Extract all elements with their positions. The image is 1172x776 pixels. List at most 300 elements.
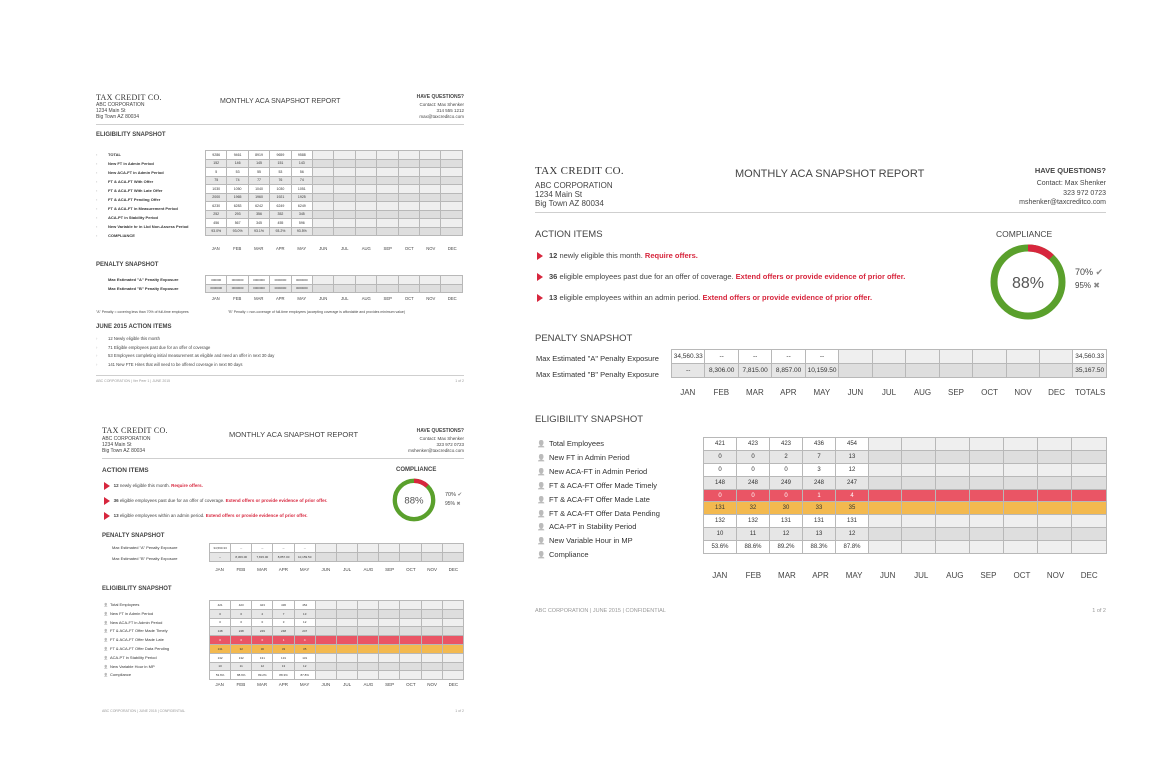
table-cell (973, 350, 1006, 364)
table-cell: 74 (227, 176, 248, 185)
table-cell (398, 168, 419, 177)
company-name: ABC CORPORATION (102, 436, 151, 442)
row-label-text: FT & ACA-FT Offer Made Timely (110, 628, 168, 634)
table-cell: 33 (803, 502, 836, 515)
row-number (96, 197, 108, 202)
action-item (537, 293, 872, 302)
table-row (210, 553, 464, 562)
row-label-text: Total Employees (549, 439, 605, 448)
action-item (96, 353, 274, 358)
table-cell: 89.2% (770, 541, 803, 554)
company-logo: TAX CREDIT CO. (96, 93, 162, 102)
table-cell (336, 618, 357, 627)
month-label: AUG (363, 567, 374, 572)
table-cell: 0 (252, 618, 273, 627)
person-icon: 👤 (103, 629, 109, 634)
row-label (96, 161, 154, 166)
person-icon: 👤 (103, 620, 109, 625)
row-label (96, 224, 188, 229)
month-label: MAR (254, 246, 264, 251)
table-cell: 1 (803, 489, 836, 502)
table-cell: 7,815.00 (738, 364, 771, 378)
table-cell (420, 210, 441, 219)
table-cell: 248 (737, 476, 770, 489)
table-cell (1072, 528, 1107, 541)
action-text: 12 Newly eligible this month (108, 336, 160, 341)
table-cell: 0000000 (270, 284, 291, 293)
table-cell (1038, 502, 1072, 515)
table-row (206, 185, 463, 194)
month-label: MAR (745, 388, 764, 397)
penalty-table (671, 349, 1107, 378)
month-label: DEC (447, 246, 457, 251)
month-label: AUG (363, 682, 374, 687)
company-logo: TAX CREDIT CO. (102, 426, 168, 435)
table-cell (421, 653, 442, 662)
table-cell: -- (252, 544, 273, 553)
table-cell: 77 (248, 176, 269, 185)
table-row (704, 438, 1107, 451)
person-icon: 👤 (537, 552, 546, 560)
table-cell (442, 644, 463, 653)
row-label-text: New ACA-FT in Admin Period (110, 619, 163, 625)
table-cell: 4 (294, 636, 315, 645)
row-label (112, 556, 178, 561)
table-row (210, 671, 464, 680)
table-cell (336, 627, 357, 636)
row-label-text: Compliance (110, 672, 132, 678)
table-cell: 1925 (291, 193, 312, 202)
table-cell (336, 671, 357, 680)
table-cell: 131 (273, 653, 294, 662)
row-label (534, 467, 647, 476)
contact-phone: 323 972 0723 (1063, 190, 1106, 197)
table-cell: 9286 (206, 151, 227, 160)
row-label-text: FT & ACA-FT Offer Made Late (110, 637, 164, 643)
table-cell (421, 544, 442, 553)
row-number (96, 215, 108, 220)
month-label: NOV (1046, 571, 1065, 580)
action-count: 13 (549, 293, 558, 302)
month-label: MAY (299, 567, 310, 572)
table-cell: 13 (273, 662, 294, 671)
table-cell: 75 (206, 176, 227, 185)
questions-heading: HAVE QUESTIONS? (416, 428, 464, 434)
table-cell (400, 644, 421, 653)
table-cell (379, 609, 400, 618)
table-cell (334, 276, 355, 285)
compliance-heading: COMPLIANCE (396, 467, 437, 473)
arrow-icon (104, 497, 110, 505)
table-cell: 53.6% (210, 671, 231, 680)
table-cell: 0 (737, 463, 770, 476)
table-cell (936, 438, 970, 451)
table-cell (970, 489, 1004, 502)
contact-name: Contact: Max Shenker (419, 102, 464, 107)
month-label: JUN (321, 567, 331, 572)
table-cell (334, 193, 355, 202)
table-cell (336, 644, 357, 653)
company-name: ABC CORPORATION (535, 181, 613, 190)
table-row (210, 627, 464, 636)
table-cell (398, 227, 419, 236)
table-cell: 000000 (206, 276, 227, 285)
month-label: FEB (233, 246, 242, 251)
table-cell: 1030 (270, 185, 291, 194)
table-row (704, 502, 1107, 515)
table-cell (936, 502, 970, 515)
table-cell (355, 284, 376, 293)
row-label-text: FT & ACA-FT Offer Data Pending (110, 646, 170, 651)
action-count: 12 (113, 483, 119, 489)
table-cell (936, 476, 970, 489)
month-label: SEP (385, 567, 395, 572)
row-number (96, 161, 108, 166)
table-cell: 454 (294, 601, 315, 610)
month-label: NOV (426, 296, 436, 301)
table-cell: 8,306.00 (705, 364, 738, 378)
month-label: JUN (847, 388, 864, 397)
table-cell: 9461 (227, 151, 248, 160)
action-required: Extend offers or provide evidence of prior offer. (225, 498, 328, 504)
table-cell: 3 (273, 618, 294, 627)
table-row (206, 210, 463, 219)
table-cell (398, 284, 419, 293)
month-label: JUL (341, 296, 349, 301)
table-cell (906, 364, 939, 378)
table-cell (400, 601, 421, 610)
month-axis (209, 567, 464, 572)
table-cell: 148 (210, 627, 231, 636)
action-item (96, 362, 242, 367)
table-cell (421, 636, 442, 645)
table-cell: -- (231, 544, 252, 553)
table-cell (970, 463, 1004, 476)
table-cell (355, 227, 376, 236)
month-label: JUL (881, 388, 897, 397)
contact-email: mshenker@taxcreditco.com (408, 448, 464, 453)
row-label (102, 664, 155, 669)
table-cell (420, 168, 441, 177)
table-cell: 421 (210, 601, 231, 610)
table-cell: 76 (270, 176, 291, 185)
table-cell (400, 627, 421, 636)
table-row (210, 644, 464, 653)
person-icon: 👤 (103, 638, 109, 643)
month-label: NOV (1014, 388, 1032, 397)
row-label (102, 628, 168, 633)
table-cell: 249 (770, 476, 803, 489)
table-cell (442, 618, 463, 627)
action-text: newly eligible this month. (559, 251, 643, 260)
table-cell (313, 210, 334, 219)
table-cell: 9588 (291, 151, 312, 160)
table-cell: 88.6% (737, 541, 770, 554)
table-cell (1038, 450, 1072, 463)
month-label: FEB (713, 388, 730, 397)
row-label (102, 646, 169, 651)
table-cell (313, 176, 334, 185)
row-label (96, 170, 164, 175)
table-cell: 12 (294, 618, 315, 627)
table-cell (936, 463, 970, 476)
month-label: JUL (343, 682, 352, 687)
row-number (96, 224, 108, 229)
table-cell: 93.0% (227, 227, 248, 236)
footer-page: 1 of 2 (455, 379, 464, 383)
month-axis (703, 571, 1106, 580)
month-label: JUL (343, 567, 352, 572)
table-cell: 9659 (270, 151, 291, 160)
table-cell: 55 (248, 168, 269, 177)
row-label (102, 637, 164, 642)
table-cell: 436 (273, 601, 294, 610)
table-cell: 423 (737, 438, 770, 451)
table-cell (441, 202, 463, 211)
table-cell (398, 202, 419, 211)
table-cell (1072, 463, 1107, 476)
table-cell (315, 636, 336, 645)
table-cell (869, 541, 902, 554)
table-cell (420, 151, 441, 160)
row-label-text: New Variable hr in Lkd Non-Assess Period (108, 224, 189, 229)
arrow-icon (537, 273, 543, 281)
action-items-heading: JUNE 2015 ACTION ITEMS (96, 324, 172, 330)
table-cell: 35 (836, 502, 869, 515)
table-cell: 10 (704, 528, 737, 541)
table-cell (936, 450, 970, 463)
table-cell (902, 515, 936, 528)
table-cell: 10,159.50 (805, 364, 838, 378)
table-cell (398, 185, 419, 194)
month-label: OCT (404, 296, 414, 301)
table-cell (358, 653, 379, 662)
table-cell (358, 618, 379, 627)
table-cell (970, 438, 1004, 451)
compliance-target-2: 95% ✖ (445, 501, 461, 507)
person-icon: 👤 (103, 655, 109, 660)
table-cell (377, 276, 398, 285)
table-cell (315, 653, 336, 662)
table-cell: 0 (210, 618, 231, 627)
contact-email: mshenker@taxcreditco.com (1019, 199, 1106, 206)
table-cell: 249 (252, 627, 273, 636)
table-cell (902, 489, 936, 502)
table-cell (336, 636, 357, 645)
table-cell (400, 553, 421, 562)
row-label-text: Max Estimated "B" Penalty Exposure (112, 556, 178, 561)
table-cell: 132 (210, 653, 231, 662)
table-cell (973, 364, 1006, 378)
table-cell (358, 671, 379, 680)
table-cell (970, 541, 1004, 554)
table-cell: 252 (206, 210, 227, 219)
table-cell (336, 609, 357, 618)
table-cell: 34,560.33 (672, 350, 705, 364)
month-label: DEC (448, 567, 459, 572)
row-label (102, 672, 131, 677)
table-row (210, 653, 464, 662)
month-label: JUL (341, 246, 349, 251)
company-address-line1: 1234 Main St (535, 190, 583, 199)
table-cell (315, 627, 336, 636)
eligibility-heading: ELIGIBILITY SNAPSHOT (96, 132, 166, 138)
month-label: APR (275, 246, 285, 251)
table-cell: 93.0% (206, 227, 227, 236)
row-label (534, 453, 630, 462)
table-cell (420, 276, 441, 285)
report-title: MONTHLY ACA SNAPSHOT REPORT (220, 98, 341, 105)
table-cell: 0000000 (206, 284, 227, 293)
table-cell (970, 476, 1004, 489)
table-cell: 132 (737, 515, 770, 528)
table-cell (1039, 350, 1072, 364)
table-cell: 89.2% (252, 671, 273, 680)
month-label: SEP (980, 571, 997, 580)
month-label: DEC (448, 682, 459, 687)
action-text: eligible employees past due for an offer of coverage. (559, 272, 734, 281)
table-cell: 8919 (248, 151, 269, 160)
row-label (112, 545, 178, 550)
eligibility-table (205, 150, 463, 236)
table-cell (839, 364, 872, 378)
table-cell (313, 276, 334, 285)
table-cell: 32 (231, 644, 252, 653)
table-cell: 3 (803, 463, 836, 476)
table-cell: 596 (291, 219, 312, 228)
table-cell: 423 (770, 438, 803, 451)
table-cell (869, 502, 902, 515)
row-label-text: New ACA-FT in Admin Period (108, 170, 164, 175)
table-cell: 53 (227, 168, 248, 177)
table-cell: 423 (231, 601, 252, 610)
table-cell (441, 227, 463, 236)
row-label-text: New FT in Admin Period (110, 610, 154, 616)
table-cell: 34,560.33 (1073, 350, 1107, 364)
row-label-text: FT & ACA-FT With Late Offer (108, 188, 163, 193)
table-cell (379, 618, 400, 627)
row-label-text: New Variable Hour in MP (549, 536, 633, 546)
table-cell: -- (772, 350, 805, 364)
table-cell (442, 609, 463, 618)
eligibility-heading: ELIGIBILITY SNAPSHOT (535, 414, 644, 425)
table-cell (315, 544, 336, 553)
report-title: MONTHLY ACA SNAPSHOT REPORT (229, 430, 359, 439)
table-cell (869, 438, 902, 451)
row-label (96, 215, 158, 220)
table-cell: 1960 (248, 193, 269, 202)
action-text: eligible employees within an admin period. (559, 293, 701, 302)
table-cell (1004, 463, 1038, 476)
row-bullet-icon: ▪ (96, 152, 98, 157)
table-cell: 131 (252, 653, 273, 662)
table-cell (1006, 364, 1039, 378)
table-cell (379, 601, 400, 610)
table-cell: 6249 (291, 202, 312, 211)
table-cell (441, 210, 463, 219)
table-cell (313, 202, 334, 211)
footer-left: ABC CORPORATION | Ver Peer 1 | JUNE 2015 (96, 379, 171, 383)
row-label (102, 655, 157, 660)
table-cell: 6242 (248, 202, 269, 211)
company-address-line1: 1234 Main St (96, 108, 126, 114)
contact-name: Contact: Max Shenker (1036, 180, 1106, 187)
row-label (534, 550, 589, 559)
person-icon: 👤 (537, 454, 546, 462)
table-cell (315, 553, 336, 562)
row-bullet-icon: ▪ (96, 233, 98, 238)
row-label (536, 354, 659, 363)
table-cell: 248 (231, 627, 252, 636)
table-cell (420, 284, 441, 293)
report-page-small (92, 420, 472, 720)
month-label: JUN (319, 246, 328, 251)
table-cell (869, 515, 902, 528)
table-cell (970, 515, 1004, 528)
table-cell (315, 671, 336, 680)
row-label-text: TOTAL (108, 152, 121, 157)
row-label (534, 439, 604, 448)
action-item (96, 345, 210, 350)
table-cell: 1921 (270, 193, 291, 202)
table-cell (398, 151, 419, 160)
table-cell: -- (210, 553, 231, 562)
row-number (96, 179, 108, 184)
table-cell: 248 (273, 627, 294, 636)
table-cell (1004, 502, 1038, 515)
month-label: FEB (745, 571, 762, 580)
contact-phone: 323 972 0723 (436, 442, 464, 447)
table-cell (355, 168, 376, 177)
row-bullet-icon: ▪ (96, 170, 98, 175)
table-cell (355, 193, 376, 202)
table-cell (902, 528, 936, 541)
table-cell: 93.2% (270, 227, 291, 236)
table-cell: 132 (704, 515, 737, 528)
row-label (108, 286, 178, 291)
table-cell (1039, 364, 1072, 378)
row-number (96, 152, 108, 157)
table-cell: 131 (836, 515, 869, 528)
table-row (206, 284, 463, 293)
row-label-text: ACA-PT in Stability Period (549, 522, 637, 532)
month-label: MAR (257, 682, 268, 687)
row-label (96, 179, 153, 184)
table-row (210, 662, 464, 671)
table-cell (377, 210, 398, 219)
row-label (96, 233, 135, 238)
table-cell (334, 159, 355, 168)
row-label (96, 206, 178, 211)
month-label: AUG (361, 296, 371, 301)
month-label: AUG (946, 571, 964, 580)
row-label (534, 509, 660, 518)
month-label: MAY (297, 246, 307, 251)
table-cell (421, 644, 442, 653)
table-cell: 8,857.00 (273, 553, 294, 562)
table-cell: 34,560.33 (210, 544, 231, 553)
table-cell (313, 168, 334, 177)
table-row (672, 364, 1107, 378)
month-label: DEC (1048, 388, 1066, 397)
table-cell: 12 (252, 662, 273, 671)
compliance-heading: COMPLIANCE (996, 229, 1053, 239)
table-cell: 0 (231, 636, 252, 645)
table-cell: 8,857.00 (772, 364, 805, 378)
month-label: APR (278, 682, 288, 687)
row-label-text: FT & ACA-FT Offer Made Late (549, 494, 650, 504)
company-address-line2: Big Town AZ 80034 (96, 114, 139, 120)
